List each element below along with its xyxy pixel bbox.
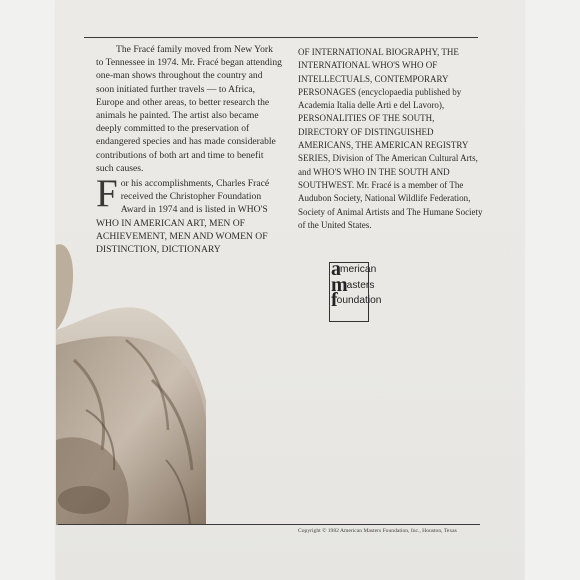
right-text-column <box>298 46 484 232</box>
bottom-rule <box>58 524 480 525</box>
logo-word-foundation: oundation <box>336 295 382 306</box>
logo-initial-a: a <box>331 258 341 280</box>
logo-initial-f: f <box>331 289 338 311</box>
logo-word-masters: asters <box>346 279 375 291</box>
top-rule <box>84 37 478 38</box>
logo-initial-m: m <box>331 273 348 296</box>
copyright-notice: Copyright © 1982 American Masters Foundation, Inc., Houston, Texas <box>298 528 457 534</box>
drop-cap: F <box>96 172 118 216</box>
paragraph-accomplishments <box>96 172 282 256</box>
paragraph-accomplishments-text: or his accomplishments, Charles Fracé received the Christopher Foundation Award in 1974 and is listed in WHO'S WHO IN AMERICAN ART, MEN OF ACHIEVEMENT, MEN AND WOMEN OF DISTINCTION, DICTIONARY <box>96 178 270 256</box>
paragraph-family-move: The Fracé family moved from New York to Tennessee in 1974. Mr. Fracé began attending one-man shows throughout the country and soon initiated further travels — to Africa, Europe and other areas, to better research the animals he painted. The artist also became deeply committed to the preservation of endangered species and has made considerable contributions of both art and time to benefit such causes. <box>96 44 282 174</box>
logo-word-american: merican <box>340 264 377 275</box>
logo-line-masters <box>331 273 391 296</box>
logo-line-foundation <box>331 289 391 311</box>
left-text-column <box>96 43 282 256</box>
paragraph-listings: OF INTERNATIONAL BIOGRAPHY, THE INTERNATIONAL WHO'S WHO OF INTELLECTUALS, CONTEMPORARY PERSONAGES (encyclopaedia published by Academia Italia delle Arti e del Lavoro), PERSONALITIES OF THE SOUTH, DIRECTORY OF DISTINGUISHED AMERICANS, THE AMERICAN REGISTRY SERIES, Division of The American Cultural Arts, and WHO'S WHO IN THE SOUTH AND SOUTHWEST. Mr. Fracé is a member of The Audubon Society, National Wildlife Federation, Society of Animal Artists and The Humane Society of the United States. <box>298 47 483 230</box>
american-masters-foundation-logo <box>331 258 391 311</box>
